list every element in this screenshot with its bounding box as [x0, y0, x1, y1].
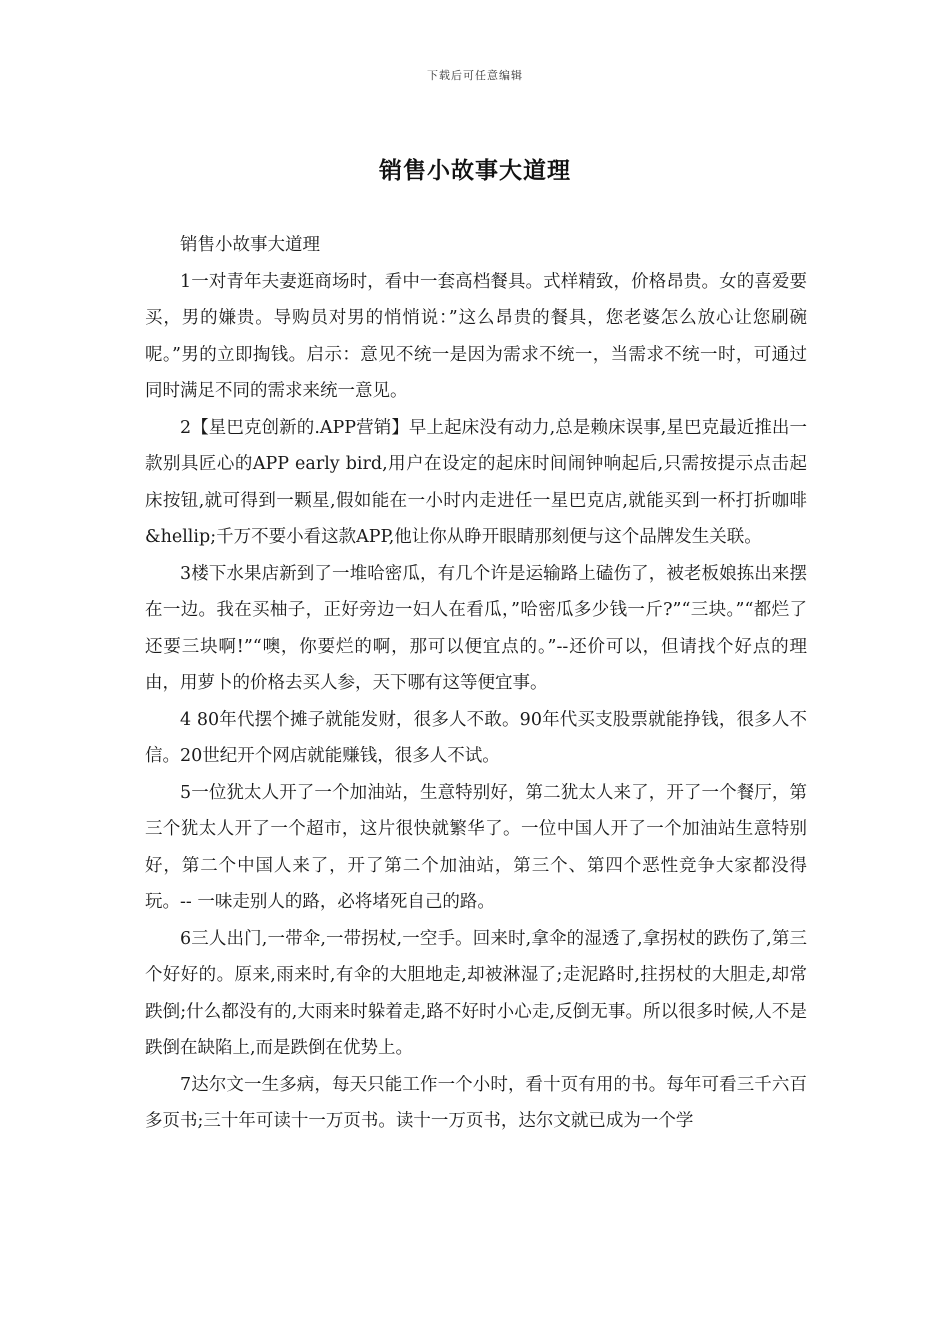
header-note: 下载后可任意编辑 [427, 69, 523, 82]
paragraph-subtitle: 销售小故事大道理 [180, 235, 320, 255]
paragraph-story-2: 2【星巴克创新的.APP营销】早上起床没有动力,总是赖床误事,星巴克最近推出一款别具匠心的APP early bird,用户在设定的起床时间闹钟响起后,只需按提示点击起床按钮,就可得到一颗星,假如能在一小时内走进任一星巴克店,就能买到一杯打折咖啡&hellip;千万不要小看这款APP,他让你从睁开眼睛那刻便与这个品牌发生关联。 [145, 417, 807, 547]
paragraph-story-1: 1一对青年夫妻逛商场时，看中一套高档餐具。式样精致，价格昂贵。女的喜爱要买，男的嫌贵。导购员对男的悄悄说：”这么昂贵的餐具，您老婆怎么放心让您刷碗呢。”男的立即掏钱。启示：意见不统一是因为需求不统一，当需求不统一时，可通过同时满足不同的需求来统一意见。 [145, 271, 807, 401]
paragraph-story-7: 7达尔文一生多病，每天只能工作一个小时，看十页有用的书。每年可看三千六百多页书;三十年可读十一万页书。读十一万页书，达尔文就已成为一个学 [145, 1074, 807, 1131]
document-body [145, 227, 807, 1140]
paragraph-story-3: 3楼下水果店新到了一堆哈密瓜，有几个许是运输路上磕伤了，被老板娘拣出来摆在一边。我在买柚子，正好旁边一妇人在看瓜，”哈密瓜多少钱一斤?”“三块。”“都烂了还要三块啊!”“噢，你要烂的啊，那可以便宜点的。”--还价可以，但请找个好点的理由，用萝卜的价格去买人参，天下哪有这等便宜事。 [145, 563, 807, 693]
document-title: 销售小故事大道理 [379, 157, 571, 184]
paragraph-story-6: 6三人出门,一带伞,一带拐杖,一空手。回来时,拿伞的湿透了,拿拐杖的跌伤了,第三个好好的。原来,雨来时,有伞的大胆地走,却被淋湿了;走泥路时,拄拐杖的大胆走,却常跌倒;什么都没有的,大雨来时躲着走,路不好时小心走,反倒无事。所以很多时候,人不是跌倒在缺陷上,而是跌倒在优势上。 [145, 928, 807, 1058]
paragraph-story-4: 4 80年代摆个摊子就能发财，很多人不敢。90年代买支股票就能挣钱，很多人不信。20世纪开个网店就能赚钱，很多人不试。 [145, 709, 807, 766]
paragraph-story-5: 5一位犹太人开了一个加油站，生意特别好，第二犹太人来了，开了一个餐厅，第三个犹太人开了一个超市，这片很快就繁华了。一位中国人开了一个加油站生意特别好，第二个中国人来了，开了第二个加油站，第三个、第四个恶性竞争大家都没得玩。-- 一味走别人的路，必将堵死自己的路。 [145, 782, 807, 912]
